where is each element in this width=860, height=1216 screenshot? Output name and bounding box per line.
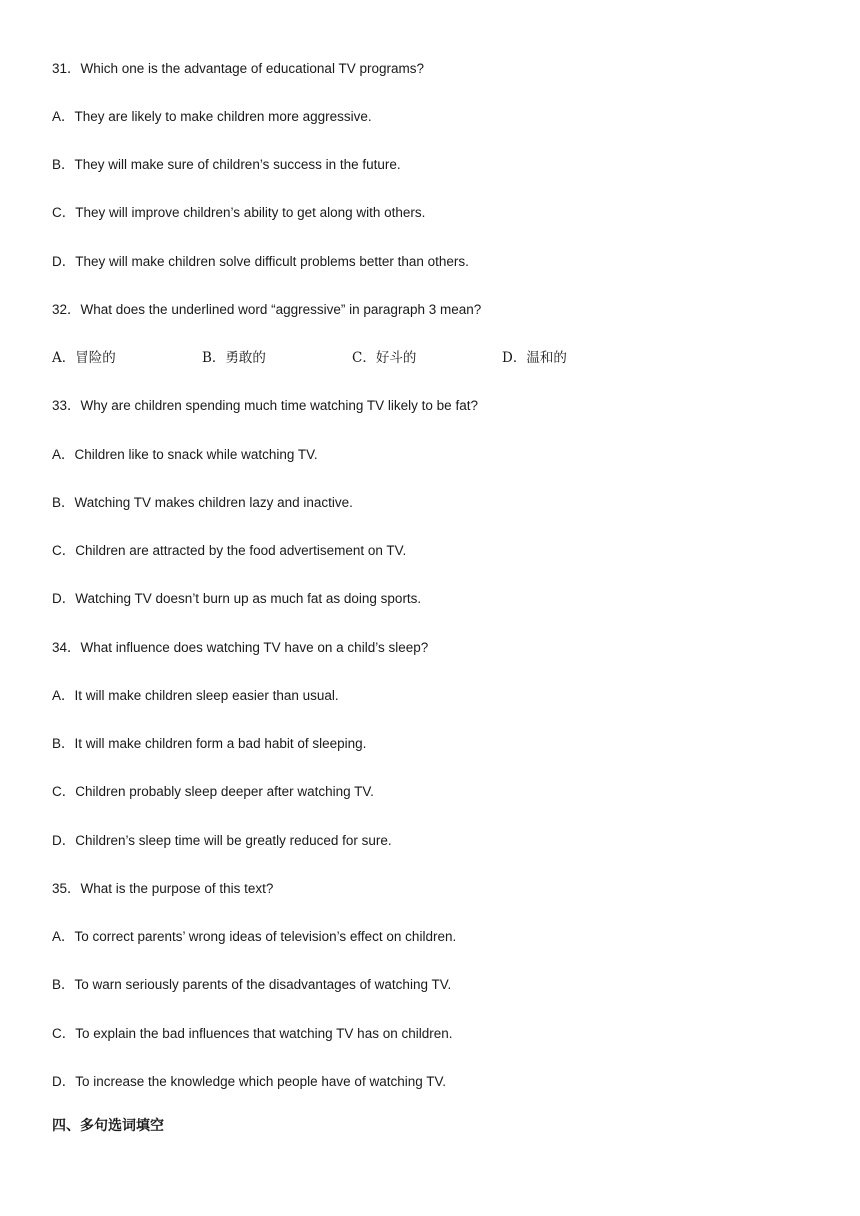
question-35-stem: 35．What is the purpose of this text? bbox=[52, 881, 274, 896]
question-31-stem: 31．Which one is the advantage of educational TV programs? bbox=[52, 61, 424, 76]
question-34-option-c: C．Children probably sleep deeper after watching TV. bbox=[52, 784, 374, 799]
question-32-option-c: C．好斗的 bbox=[352, 350, 417, 366]
question-35-option-d: D．To increase the knowledge which people have of watching TV. bbox=[52, 1074, 446, 1089]
question-31-option-a: A．They are likely to make children more aggressive. bbox=[52, 109, 372, 124]
question-32-stem: 32．What does the underlined word “aggressive” in paragraph 3 mean? bbox=[52, 302, 482, 317]
question-34-option-a: A．It will make children sleep easier than usual. bbox=[52, 688, 339, 703]
question-35-option-b: B．To warn seriously parents of the disadvantages of watching TV. bbox=[52, 977, 452, 992]
question-35-option-c: C．To explain the bad influences that watching TV has on children. bbox=[52, 1026, 453, 1041]
question-34-option-b: B．It will make children form a bad habit of sleeping. bbox=[52, 736, 367, 751]
question-31-option-d: D．They will make children solve difficult problems better than others. bbox=[52, 254, 469, 269]
question-32-options bbox=[52, 349, 752, 367]
question-34-option-d: D．Children’s sleep time will be greatly reduced for sure. bbox=[52, 833, 392, 848]
question-32-option-d: D．温和的 bbox=[502, 350, 567, 366]
question-34-stem: 34．What influence does watching TV have on a child’s sleep? bbox=[52, 640, 429, 655]
question-32-option-b: B．勇敢的 bbox=[202, 350, 266, 366]
question-33-option-c: C．Children are attracted by the food advertisement on TV. bbox=[52, 543, 407, 558]
question-35-option-a: A．To correct parents’ wrong ideas of television’s effect on children. bbox=[52, 929, 457, 944]
question-31-option-b: B．They will make sure of children’s success in the future. bbox=[52, 157, 401, 172]
section-heading: 四、多句选词填空 bbox=[52, 1118, 164, 1134]
question-33-option-d: D．Watching TV doesn’t burn up as much fat as doing sports. bbox=[52, 591, 422, 606]
question-33-stem: 33．Why are children spending much time watching TV likely to be fat? bbox=[52, 398, 478, 413]
question-31-option-c: C．They will improve children’s ability to get along with others. bbox=[52, 205, 426, 220]
question-33-option-b: B．Watching TV makes children lazy and inactive. bbox=[52, 495, 353, 510]
question-33-option-a: A．Children like to snack while watching TV. bbox=[52, 447, 318, 462]
question-32-option-a: A．冒险的 bbox=[52, 350, 116, 366]
